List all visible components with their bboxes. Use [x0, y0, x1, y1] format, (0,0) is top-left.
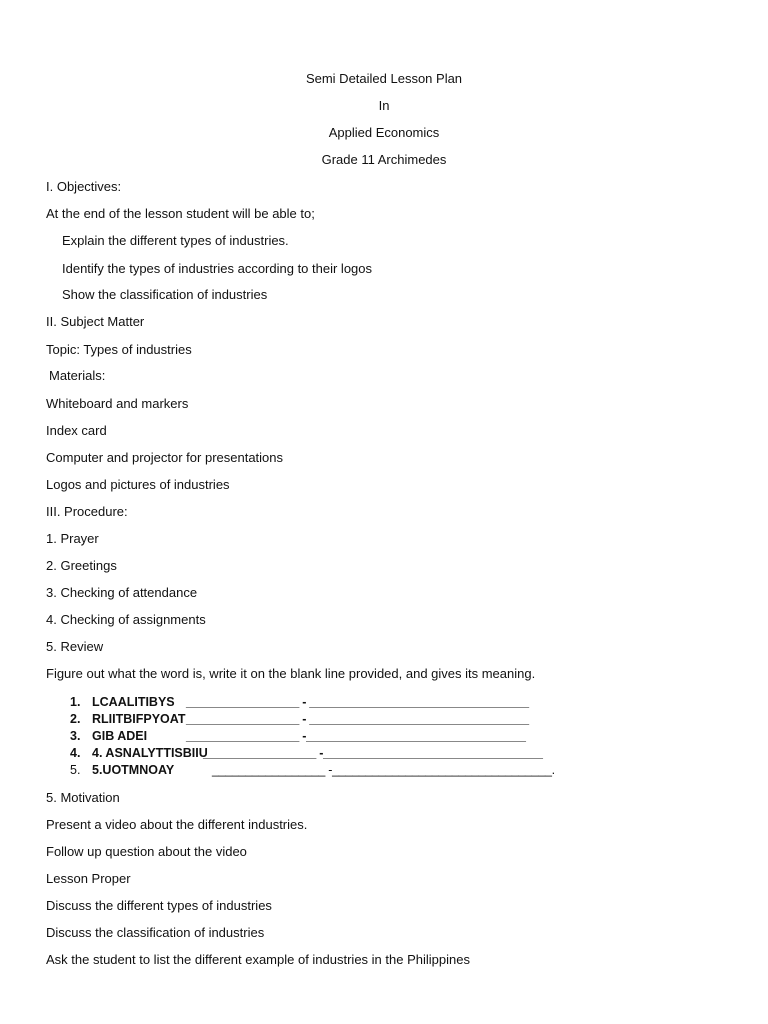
title-in: In — [378, 98, 390, 113]
puzzle-item — [70, 694, 175, 710]
puzzle-number: 4. — [70, 746, 81, 760]
motivation-heading: 5. Motivation — [46, 790, 120, 805]
answer-blanks: _________________ -_________________________________ — [203, 746, 543, 760]
puzzle-word: RLIITBIFPYOAT — [92, 712, 186, 726]
puzzle-item — [70, 711, 186, 727]
procedure-step: 3. Checking of attendance — [46, 585, 198, 600]
review-instruction: Figure out what the word is, write it on the blank line provided, and gives its meaning. — [46, 666, 536, 681]
document-title: Semi Detailed Lesson Plan — [305, 71, 463, 86]
puzzle-number: 3. — [70, 729, 81, 743]
answer-blanks: _________________ -_________________________________. — [212, 763, 555, 777]
puzzle-item — [70, 745, 208, 761]
puzzle-item — [70, 728, 147, 744]
puzzle-number: 5. — [70, 763, 81, 777]
objective-item: Explain the different types of industries. — [62, 233, 289, 248]
objectives-heading: I. Objectives: — [46, 179, 122, 194]
procedure-step: 4. Checking of assignments — [46, 612, 206, 627]
lesson-proper-heading: Lesson Proper — [46, 871, 131, 886]
puzzle-number: 2. — [70, 712, 81, 726]
puzzle-word: 4. ASNALYTTISBIIU — [92, 746, 208, 760]
procedure-step: 2. Greetings — [46, 558, 117, 573]
lesson-item: Ask the student to list the different example of industries in the Philippines — [46, 952, 470, 967]
procedure-step: 1. Prayer — [46, 531, 99, 546]
subject-matter-heading: II. Subject Matter — [46, 314, 145, 329]
lesson-item: Discuss the classification of industries — [46, 925, 265, 940]
lesson-item: Discuss the different types of industries — [46, 898, 272, 913]
puzzle-word: 5.UOTMNOAY — [92, 763, 175, 777]
topic-line: Topic: Types of industries — [46, 342, 192, 357]
objective-item: Identify the types of industries according to their logos — [62, 261, 373, 276]
objective-item: Show the classification of industries — [62, 287, 268, 302]
answer-blanks: _________________ - _________________________________ — [186, 712, 529, 726]
puzzle-item — [70, 762, 174, 778]
material-item: Logos and pictures of industries — [46, 477, 230, 492]
objectives-intro: At the end of the lesson student will be able to; — [46, 206, 315, 221]
answer-blanks: _________________ - _________________________________ — [186, 695, 529, 709]
motivation-item: Present a video about the different industries. — [46, 817, 308, 832]
procedure-heading: III. Procedure: — [46, 504, 128, 519]
puzzle-word: LCAALITIBYS — [92, 695, 175, 709]
puzzle-word: GIB ADEI — [92, 729, 148, 743]
answer-blanks: _________________ -_________________________________ — [186, 729, 526, 743]
material-item: Whiteboard and markers — [46, 396, 189, 411]
grade-section: Grade 11 Archimedes — [321, 152, 447, 167]
subject-title: Applied Economics — [328, 125, 440, 140]
material-item: Computer and projector for presentations — [46, 450, 284, 465]
puzzle-number: 1. — [70, 695, 81, 709]
motivation-item: Follow up question about the video — [46, 844, 247, 859]
materials-label: Materials: — [49, 368, 106, 383]
procedure-step: 5. Review — [46, 639, 104, 654]
material-item: Index card — [46, 423, 107, 438]
